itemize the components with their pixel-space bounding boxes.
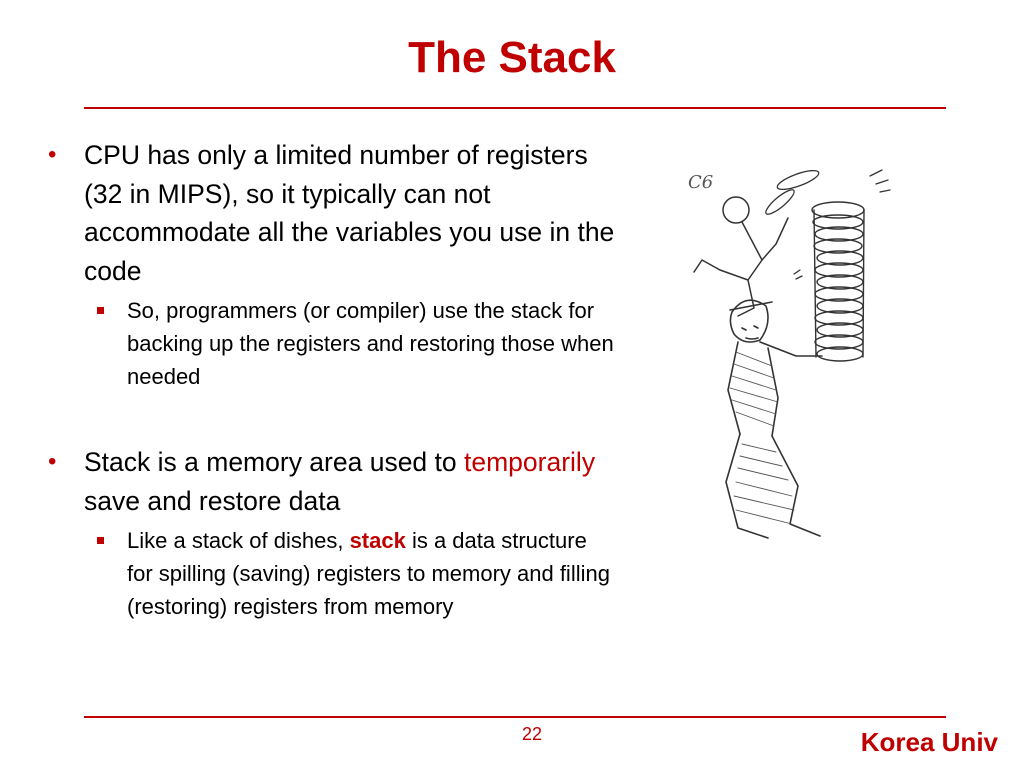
bullet-item [48,136,618,290]
square-bullet-icon [97,307,104,314]
bullet-dot-icon: • [48,141,57,168]
dish-stack [812,202,864,361]
bullet-text: CPU has only a limited number of registers (32 in MIPS), so it typically can not accommodate all the variables you use in the code [84,140,615,286]
acrobat-figure [694,197,788,316]
bullet-item [48,443,618,520]
page-number: 22 [521,724,543,744]
flying-dishes [763,167,890,279]
sub-bullet-item [84,524,618,623]
scribble-text: C6 [688,172,714,193]
square-bullet-icon [97,537,104,544]
bullet-text-part: save and restore data [84,485,341,516]
slide-content [48,136,618,623]
footer-brand: Korea Univ [860,727,998,757]
sub-bullet-item [84,294,618,393]
sub-bullet-text-part: is a data structure for spilling (saving) registers to memory and filling (restoring) registers from memory [127,528,610,619]
title-divider [84,107,946,109]
slide-title: The Stack [408,33,616,82]
highlight-keyword: stack [349,528,406,553]
sub-bullet-text-part: Like a stack of dishes, [127,528,350,553]
highlight-word: temporarily [464,447,596,477]
sub-bullet-text: So, programmers (or compiler) use the stack for backing up the registers and restoring those when needed [127,298,614,389]
bullet-dot-icon: • [48,448,57,475]
footer-divider [84,716,946,718]
carrying-figure [726,300,822,538]
dish-stack-illustration [680,152,910,572]
bullet-text-part: Stack is a memory area used to [84,447,464,477]
